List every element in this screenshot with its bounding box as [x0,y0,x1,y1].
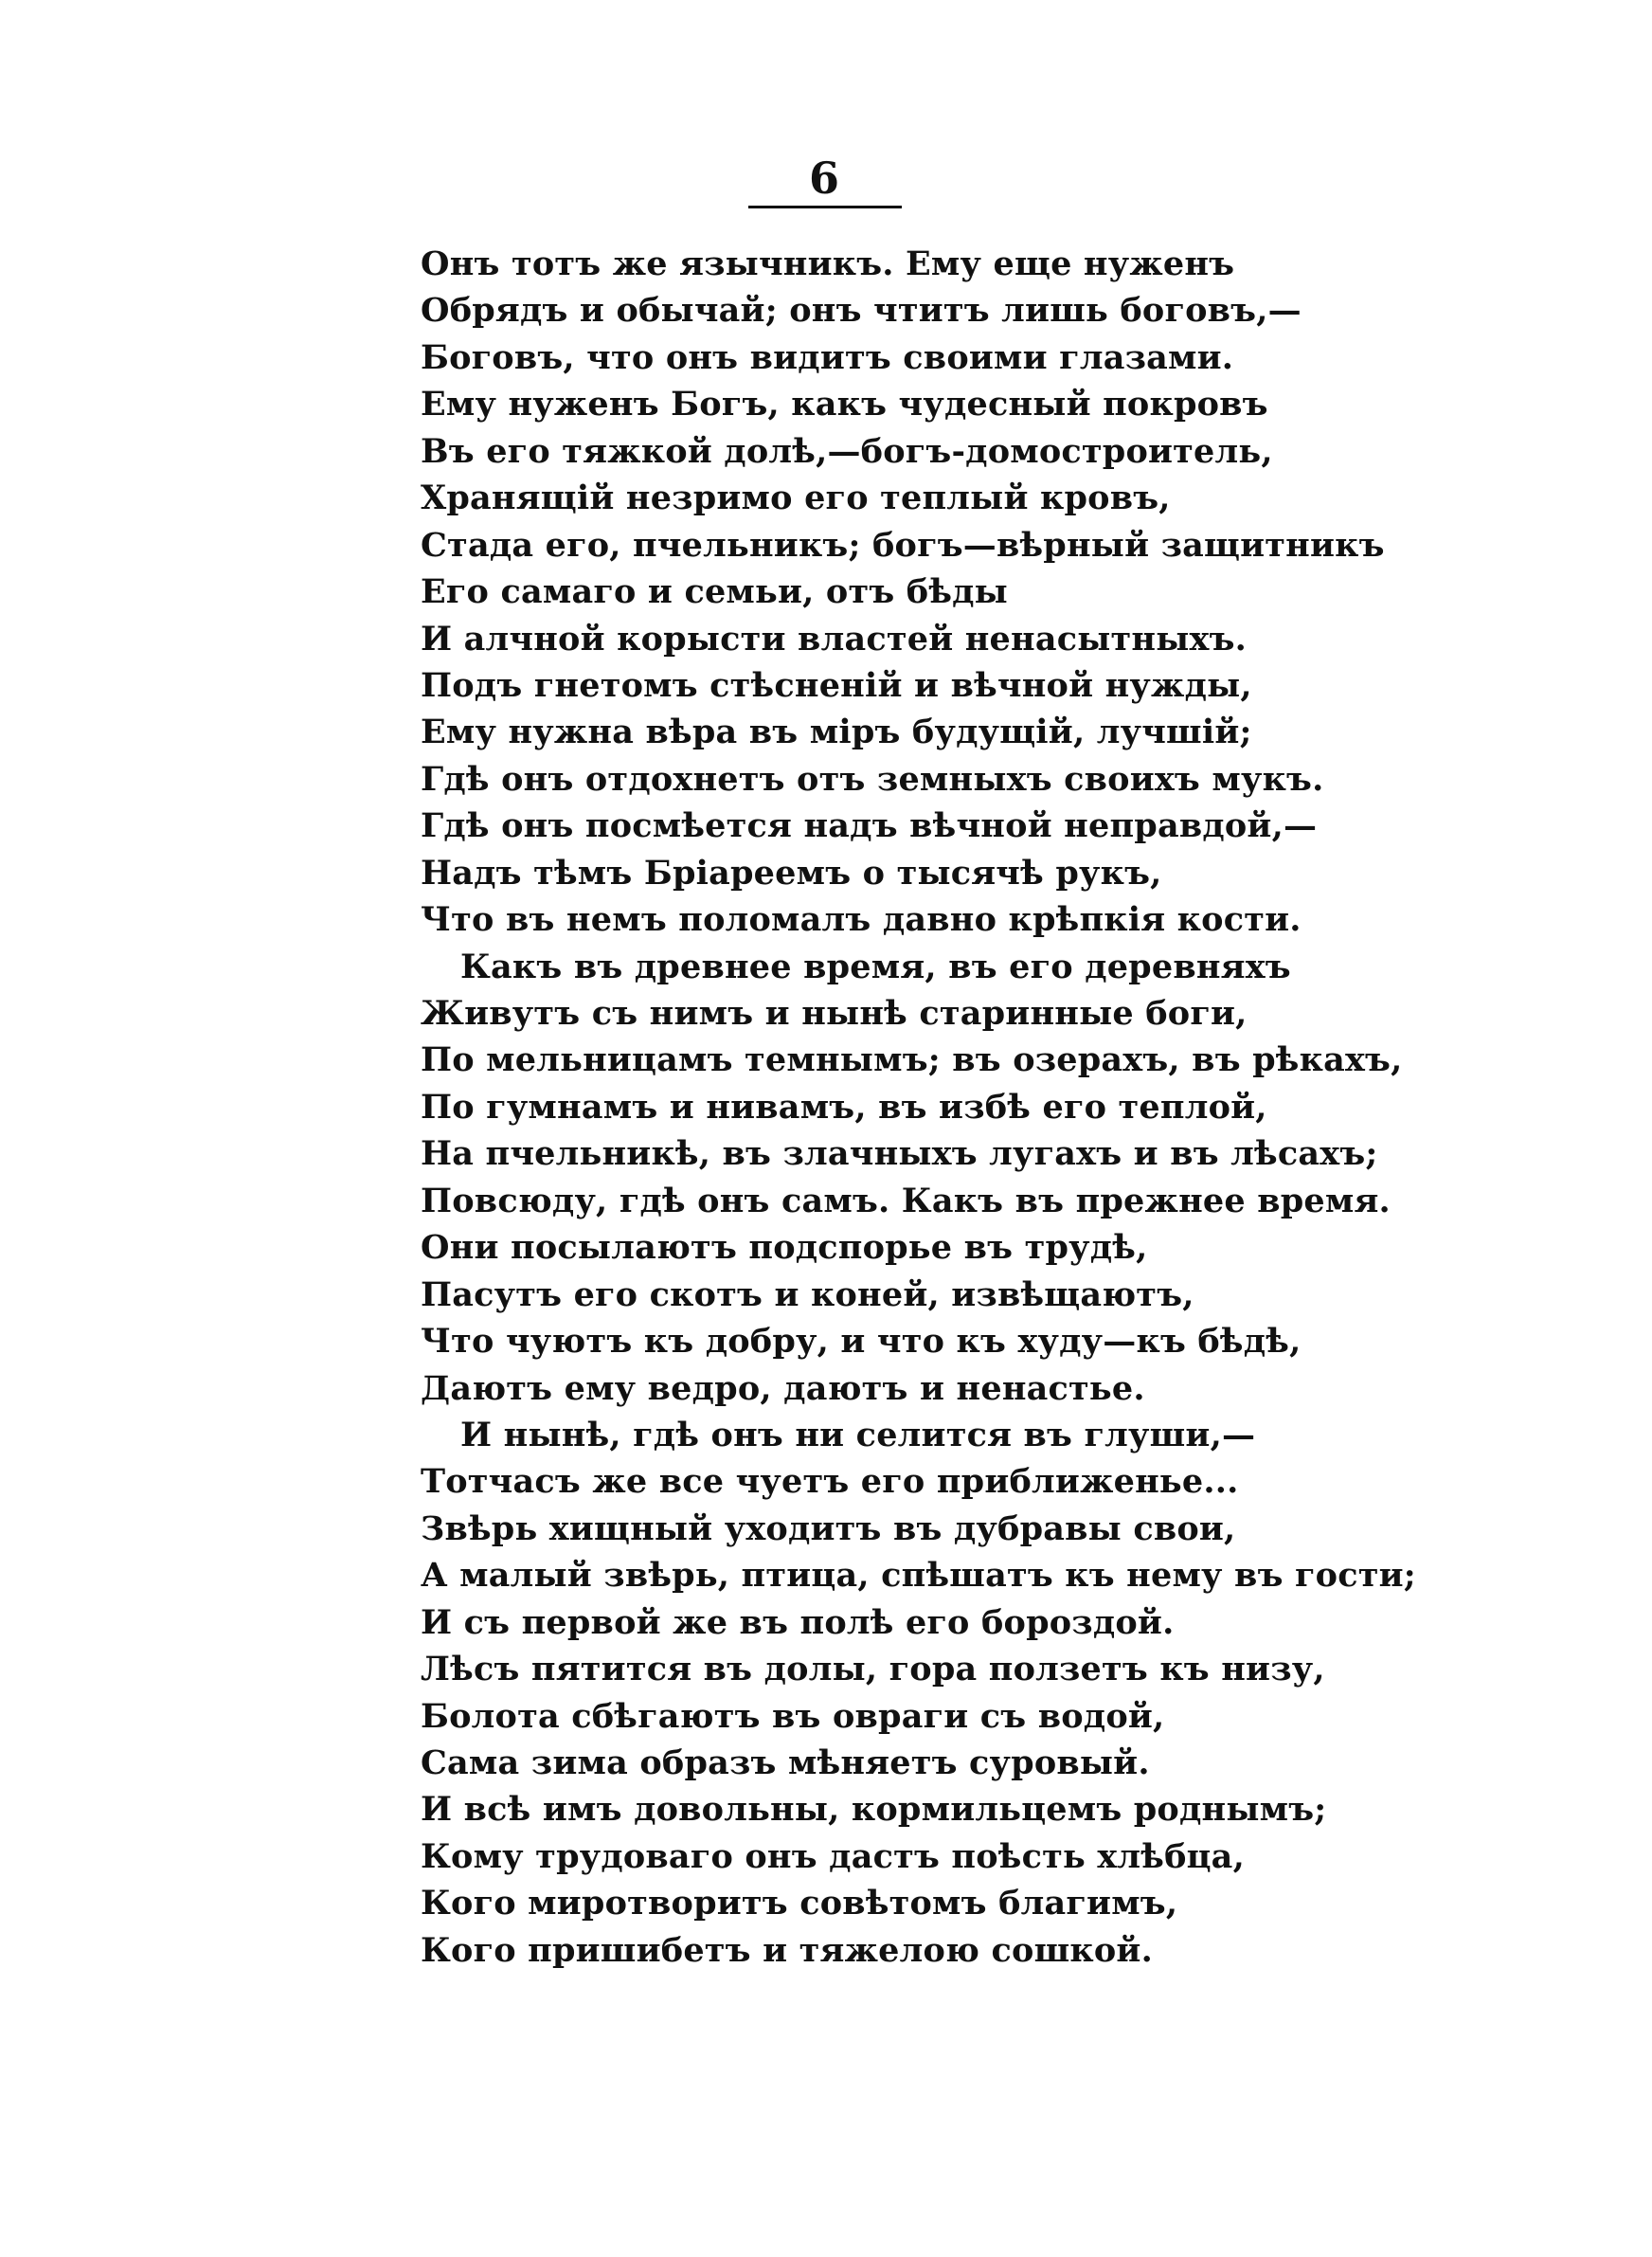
poem-line: На пчельникѣ, въ злачныхъ лугахъ и въ лѣсахъ; [421,1134,1378,1174]
poem-line: Боговъ, что онъ видитъ своими глазами. [421,337,1234,377]
poem-line: Ему нужна вѣра въ міръ будущій, лучшій; [421,713,1252,752]
poem-line: И съ первой же въ полѣ его бороздой. [421,1602,1175,1642]
poem-line: Лѣсъ пятится въ долы, гора ползетъ къ низу, [421,1650,1325,1689]
poem-line: Его самаго и семьи, отъ бѣды [421,572,1008,612]
poem-line: А малый звѣрь, птица, спѣшатъ къ нему въ гости; [421,1556,1416,1596]
poem-line: Хранящій незримо его теплый кровъ, [421,478,1171,518]
poem-line: Тотчасъ же все чуетъ его приближенье... [421,1462,1239,1502]
page-number-rule [748,206,902,208]
page-number: 6 [808,153,839,204]
poem-line: Онъ тотъ же язычникъ. Ему еще нуженъ [421,244,1235,283]
poem-line: Даютъ ему ведро, даютъ и ненастье. [421,1368,1145,1408]
poem-line: Надъ тѣмъ Бріареемъ о тысячѣ рукъ, [421,853,1162,893]
poem-line: Какъ въ древнее время, въ его деревняхъ [460,947,1291,986]
poem-line: Пасутъ его скотъ и коней, извѣщаютъ, [421,1274,1194,1314]
poem-line: И алчной корысти властей ненасытныхъ. [421,619,1248,659]
poem-line: Кого пришибетъ и тяжелою сошкой. [421,1930,1153,1970]
poem-line: Стада его, пчельникъ; богъ—вѣрный защитникъ [421,525,1385,565]
poem-line: Что въ немъ поломалъ давно крѣпкія кости. [421,900,1302,940]
poem-line: Звѣрь хищный уходитъ въ дубравы свои, [421,1508,1236,1548]
poem-line: Живутъ съ нимъ и нынѣ старинные боги, [421,994,1248,1033]
poem-line: По мельницамъ темнымъ; въ озерахъ, въ рѣкахъ, [421,1040,1403,1080]
poem-line: И нынѣ, гдѣ онъ ни селится въ глуши,— [460,1415,1256,1454]
poem-line: Гдѣ онъ посмѣется надъ вѣчной неправдой,— [421,806,1318,846]
poem-line: Ему нуженъ Богъ, какъ чудесный покровъ [421,385,1268,424]
poem-text [421,241,1463,1974]
poem-line: Обрядъ и обычай; онъ чтитъ лишь боговъ,— [421,291,1302,331]
poem-line: Кому трудоваго онъ дастъ поѣсть хлѣбца, [421,1836,1245,1876]
poem-line: Сама зима образъ мѣняетъ суровый. [421,1743,1150,1782]
poem-line: Повсюду, гдѣ онъ самъ. Какъ въ прежнее время. [421,1181,1391,1220]
poem-line: Гдѣ онъ отдохнетъ отъ земныхъ своихъ мукъ. [421,759,1324,799]
poem-line: Въ его тяжкой долѣ,—богъ-домостроитель, [421,431,1273,471]
poem-line: Они посылаютъ подспорье въ трудѣ, [421,1228,1148,1268]
poem-line: По гумнамъ и нивамъ, въ избѣ его теплой, [421,1087,1267,1127]
poem-line: Что чуютъ къ добру, и что къ худу—къ бѣдѣ, [421,1322,1302,1362]
poem-line: Кого миротворитъ совѣтомъ благимъ, [421,1884,1178,1923]
poem-line: Подъ гнетомъ стѣсненій и вѣчной нужды, [421,665,1252,705]
poem-line: И всѣ имъ довольны, кормильцемъ роднымъ; [421,1790,1327,1830]
poem-line: Болота сбѣгаютъ въ овраги съ водой, [421,1696,1165,1736]
